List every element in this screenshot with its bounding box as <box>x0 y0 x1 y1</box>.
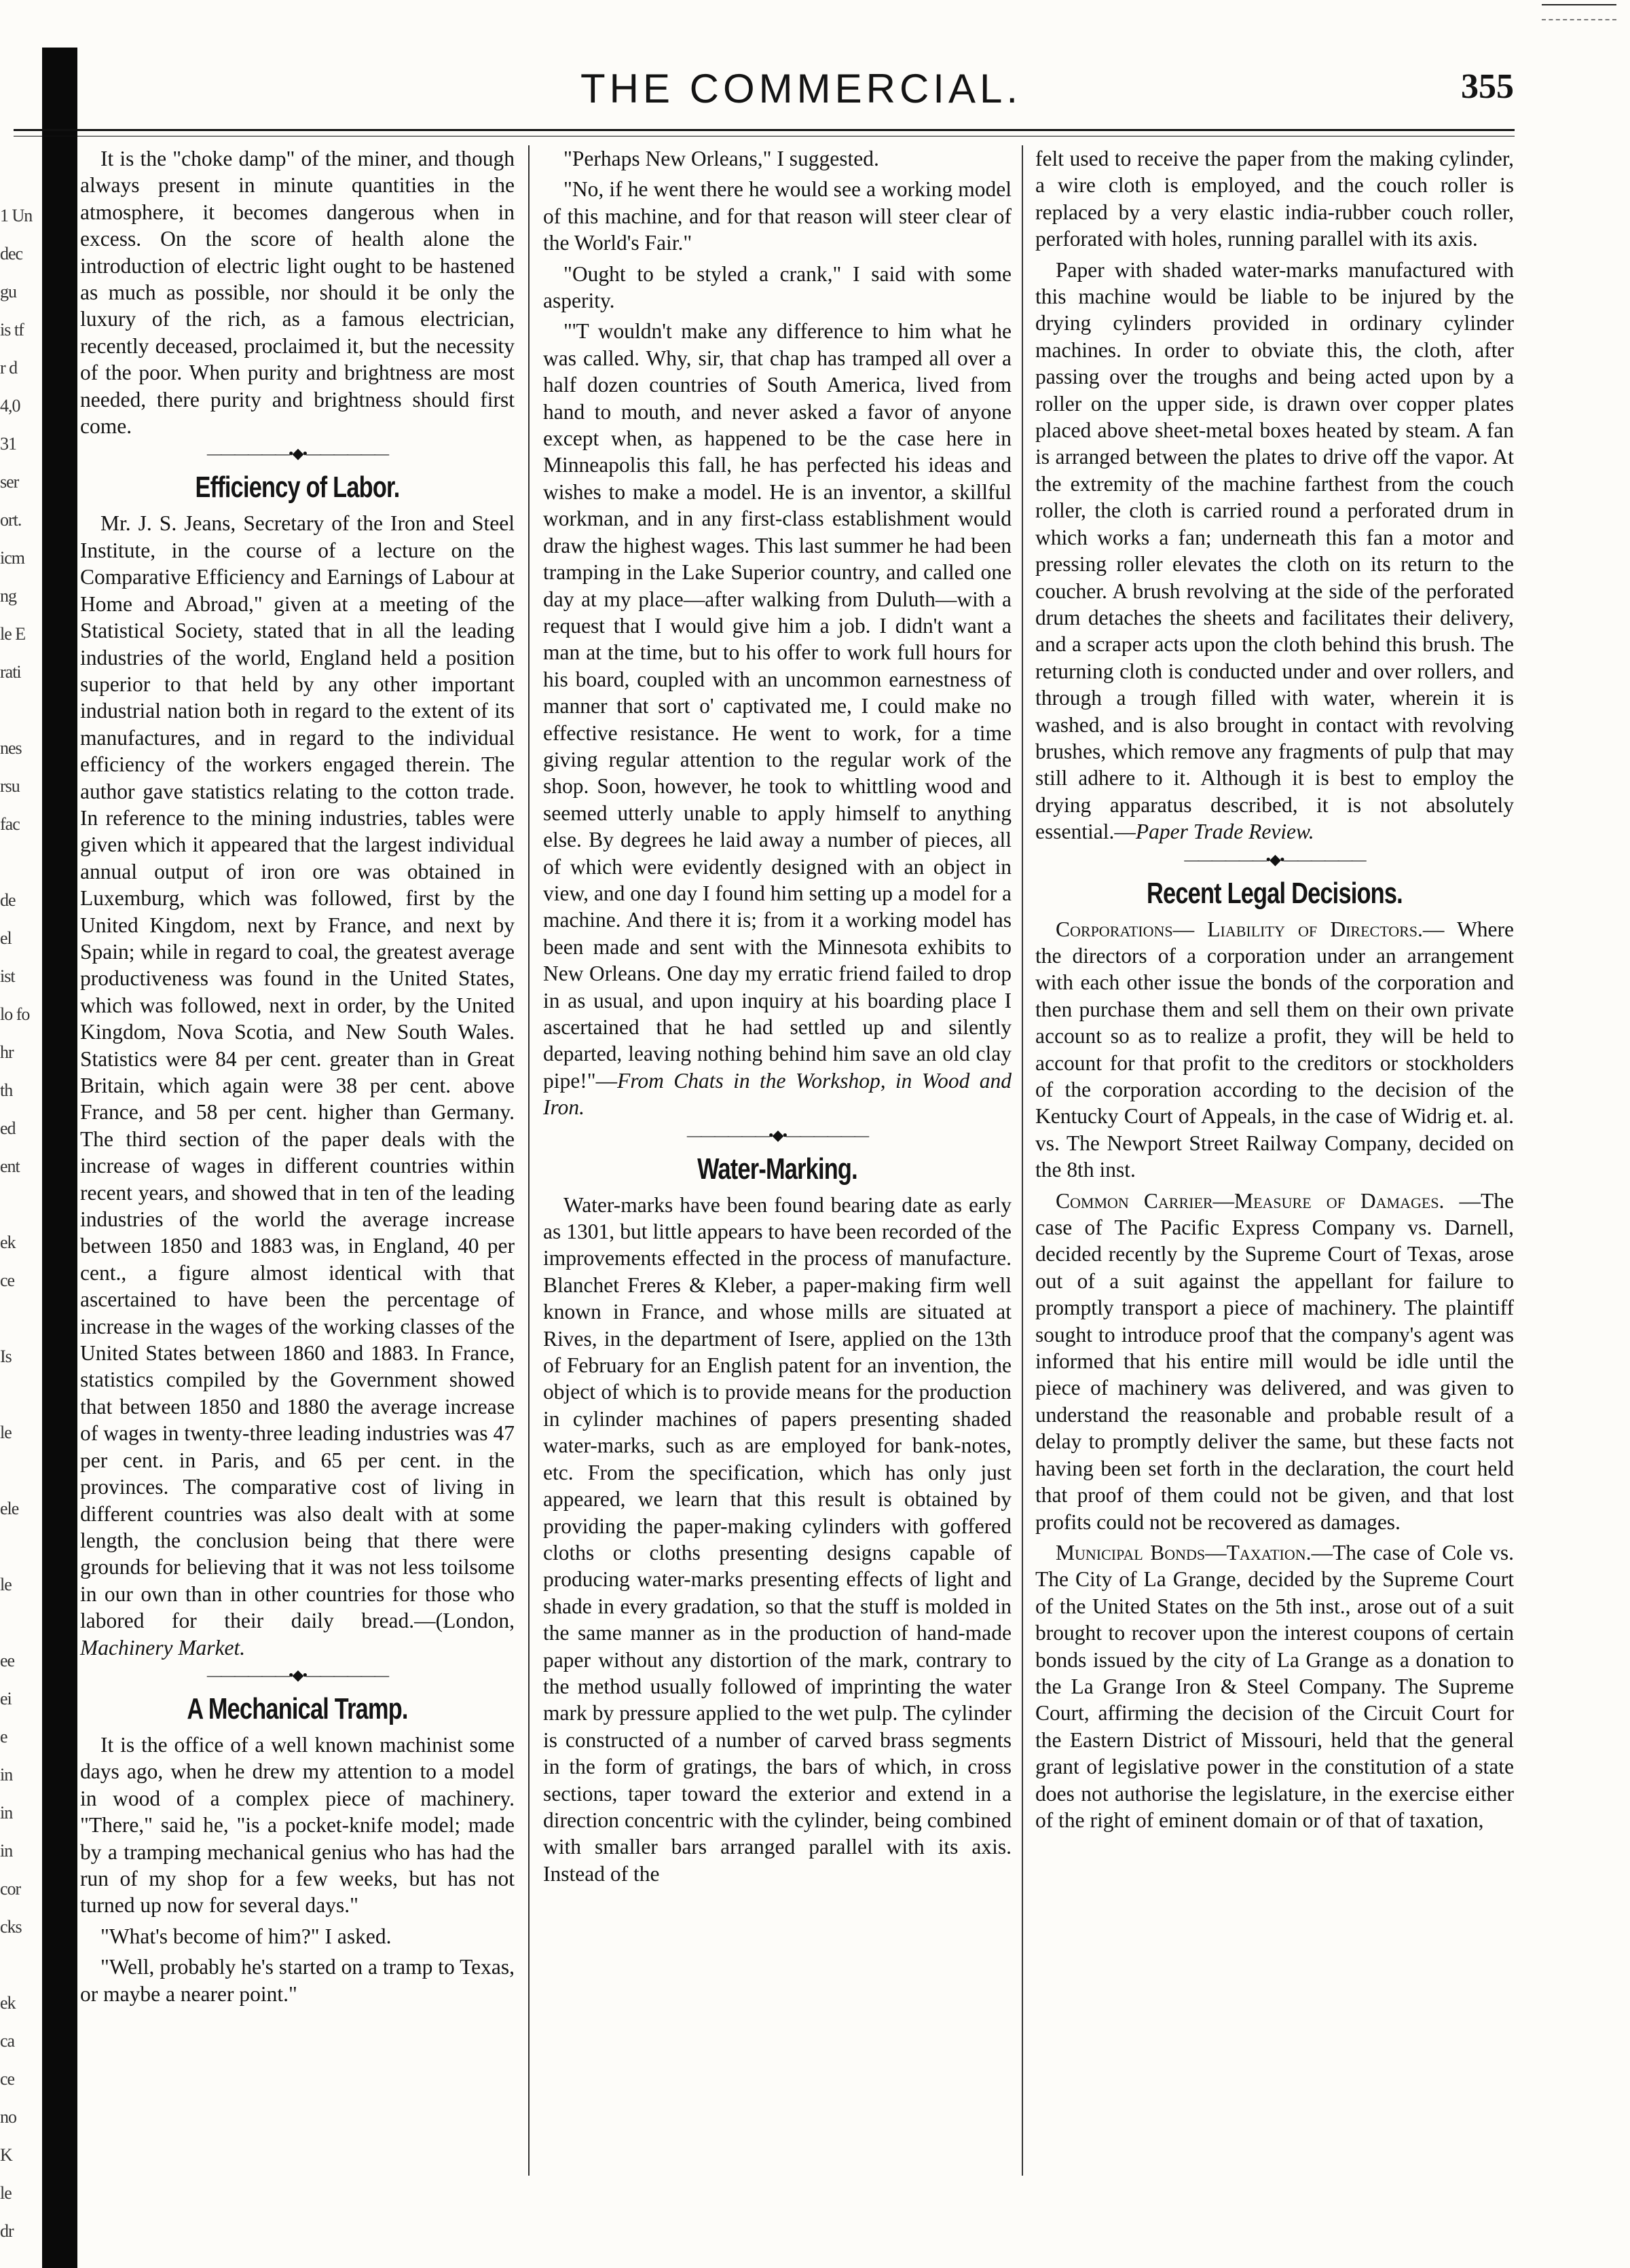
paragraph-common-carrier <box>1035 1188 1514 1535</box>
gutter-fragment: ce <box>0 1270 15 1290</box>
section-divider: ——————•◆•—————— <box>206 445 388 462</box>
paragraph-tramp-question: "What's become of him?" I asked. <box>100 1924 392 1948</box>
gutter-fragment: in <box>0 1765 13 1785</box>
paragraph-tramp-answer: "Well, probably he's started on a tramp to Texas, or maybe a nearer point." <box>80 1955 515 2006</box>
gutter-fragment: ort. <box>0 510 22 530</box>
subsection-head: Municipal Bonds—Taxation. <box>1056 1540 1312 1565</box>
paragraph-efficiency <box>80 510 515 1660</box>
page-title: THE COMMERCIAL. <box>580 66 1022 111</box>
gutter-fragment: rsu <box>0 776 20 796</box>
gutter-fragment: gu <box>0 282 16 301</box>
header-rule <box>14 129 1515 131</box>
binding-shadow <box>42 48 77 2268</box>
gutter-fragment: dec <box>0 244 23 263</box>
gutter-fragment: cks <box>0 1917 22 1937</box>
gutter-fragment <box>0 1452 42 1490</box>
gutter-fragment: Is <box>0 1347 12 1366</box>
gutter-fragment: ele <box>0 1499 19 1518</box>
gutter-fragment: el <box>0 928 12 948</box>
gutter-fragment: e <box>0 1727 7 1746</box>
gutter-fragment: nes <box>0 738 22 758</box>
gutter-fragment: 4,0 <box>0 396 20 416</box>
citation: Paper Trade Review. <box>1135 820 1314 844</box>
gutter-fragment: th <box>0 1080 13 1100</box>
paragraph-dialogue: "Perhaps New Orleans," I suggested. <box>563 147 879 170</box>
column-3 <box>1035 145 1514 2230</box>
gutter-fragment: ser <box>0 472 19 492</box>
gutter-fragment: rati <box>0 662 21 682</box>
adjacent-page-fragments <box>0 197 42 2241</box>
paragraph-drying <box>1035 257 1514 845</box>
gutter-fragment <box>0 1300 42 1338</box>
gutter-fragment: ca <box>0 2031 15 2051</box>
gutter-fragment: in <box>0 1841 13 1861</box>
gutter-fragment: 1 Un <box>0 206 33 225</box>
gutter-fragment <box>0 843 42 881</box>
paragraph-tramp-intro: It is the office of a well known machinist some days ago, when he drew my attention to a model in wood of a complex piece of machinery. "There," said he, "is a pocket-knife model; made by a tramping mechanical genius who has had the run of my shop for a few weeks, but has not turned up now for several days." <box>80 1732 515 1918</box>
gutter-fragment: de <box>0 890 16 910</box>
gutter-fragment: le <box>0 1575 12 1594</box>
heading-water-marking: Water-Marking. <box>697 1152 857 1186</box>
gutter-fragment: in <box>0 1803 13 1823</box>
heading-mechanical-tramp: A Mechanical Tramp. <box>187 1691 408 1725</box>
gutter-fragment: 31 <box>0 434 16 454</box>
gutter-fragment <box>0 691 42 729</box>
paragraph-water-marking: Water-marks have been found bearing date as early as 1301, but little appears to have been recorded of the improvements effected in the process of manufacture. Blanchet Freres & Kleber, a paper-making firm well known in France, and whose mills are situated at Rives, in the department of Isere, applied on the 13th of February for an English patent for an invention, the object of which is to provide means for the production in cylinder machines of papers presenting shaded water-marks, such as are employed for bank-notes, etc. From the specification, which has only just appeared, we learn that this result is obtained by providing the paper-making cylinders with goffered cloths or cloths presenting designs capable of producing water-marks presenting effects of light and shade in every gradation, so that the stuff is molded in the same manner as in the production of hand-made paper without any distortion of the mark, contrary to the method usually followed of imprinting the water mark by pressure applied to the wet pulp. The cylinder is constructed of a number of carved brass segments in the form of gratings, the bars of which, in cross sections, taper toward the exterior and extend in a direction concentric with the cylinder, being combined with smaller bars arranged parallel with its axis. Instead of the <box>543 1192 1012 1886</box>
gutter-fragment: ei <box>0 1689 12 1708</box>
paragraph-municipal-bonds <box>1035 1539 1514 1833</box>
column-2 <box>543 145 1012 2230</box>
gutter-fragment: ek <box>0 1232 16 1252</box>
page-number: 355 <box>1461 67 1514 106</box>
page-header <box>88 65 1514 120</box>
gutter-fragment: icm <box>0 548 24 568</box>
column-separator <box>1022 145 1023 2176</box>
paragraph-electric-light: It is the "choke damp" of the miner, and though always present in minute quantities in the atmosphere, it becomes dangerous when in excess. On the score of health alone the introduction of electric light ought to be hastened as much as possible, nor should it be only the luxury of the rich, as a famous electrician, recently deceased, proclaimed it, but the necessity of the poor. When purity and brightness are most needed, there purity and brightness should first come. <box>80 147 515 439</box>
gutter-fragment: dr <box>0 2221 14 2241</box>
gutter-fragment: le <box>0 2183 12 2203</box>
gutter-fragment: cor <box>0 1879 21 1899</box>
gutter-fragment: ee <box>0 1651 15 1670</box>
corner-marks <box>1542 4 1616 20</box>
gutter-fragment: le <box>0 1423 12 1442</box>
column-separator <box>528 145 530 2176</box>
column-1 <box>80 145 515 2230</box>
paragraph-text: —The case of The Pacific Express Company vs. Darnell, decided recently by the Supreme Court of Texas, arose out of a suit against the appellant for failure to promptly transport a piece of machinery. The plaintiff sought to introduce proof that the company's agent was informed that his entire mill would be idle until the piece of machinery was delivered, and was given to understand the reasonable and probable result of a delay to promptly deliver the same, but these facts not having been set forth in the declaration, the court held that proof of them could not be given, and that lost profits could not be recovered as damages. <box>1035 1188 1514 1534</box>
gutter-fragment: ed <box>0 1118 16 1138</box>
section-divider: ——————•◆•—————— <box>1184 850 1365 868</box>
paragraph-dialogue: "No, if he went there he would see a working model of this machine, and for that reason will steer clear of the World's Fair." <box>543 177 1012 255</box>
paragraph-corporations <box>1035 916 1514 1184</box>
paragraph-text: Paper with shaded water-marks manufactured with this machine would be liable to be injured by the drying cylinders provided in ordinary cylinder machines. In order to obviate this, the cloth, after passing over the troughs and being acted upon by a roller on the upper side, is drawn over copper plates placed above sheet-metal boxes heated by steam. A fan is arranged between the plates to drive off the vapor. At the extremity of the machine farthest from the couch roller, the cloth is carried round a perforated drum in which works a fan; underneath this fan a motor and pressing roller elevates the cloth on its return to the coucher. A brush revolving at the side of the perforated drum detaches the sheets and facilitates their delivery, and a scraper acts upon the cloth behind this brush. The returning cloth is conducted under and over rollers, and through a trough filled with water, wherein it is washed, and is also brought in contact with revolving brushes, which remove any fragments of pulp that may still adhere to it. Although it is best to employ the drying apparatus described, it is not absolutely essential.— <box>1035 257 1514 844</box>
gutter-fragment: lo fo <box>0 1004 30 1024</box>
gutter-fragment <box>0 1946 42 1984</box>
subsection-head: Corporations— Liability of Directors.— <box>1056 917 1445 941</box>
subsection-head: Common Carrier—Measure of Damages. <box>1056 1188 1445 1213</box>
section-divider: ——————•◆•—————— <box>206 1666 388 1683</box>
paragraph-continued: felt used to receive the paper from the making cylinder, a wire cloth is employed, and the couch roller is replaced by a very elastic india-rubber couch roller, perforated with holes, running parallel with its axis. <box>1035 147 1514 251</box>
heading-efficiency-of-labor: Efficiency of Labor. <box>195 471 400 505</box>
gutter-fragment <box>0 1186 42 1224</box>
paragraph-dialogue: "Ought to be styled a crank," I said with some asperity. <box>543 261 1012 313</box>
heading-recent-legal-decisions: Recent Legal Decisions. <box>1147 876 1403 910</box>
gutter-fragment: ek <box>0 1993 16 2013</box>
paragraph-text: —The case of Cole vs. The City of La Grange, decided by the Supreme Court of the United States on the 5th inst., arose out of a suit brought to recover upon the interest coupons of certain bonds issued by the city of La Grange as a donation to the La Grange Iron & Steel Company. The Supreme Court, affirming the decision of the Circuit Court for the Eastern District of Missouri, held that the general grant of legislative power in the constitution of a state does not authorise the legislature, in the exercise either of the right of eminent domain or of that of taxation, <box>1035 1540 1514 1832</box>
paragraph-text: "'T wouldn't make any difference to him what he was called. Why, sir, that chap has tramped all over a half dozen countries of South America, lived from hand to mouth, and never asked a favor of anyone except when, as happened to be the case here in Minneapolis this fall, he has perfected his ideas and wishes to make a model. He is an inventor, a skillful workman, and in any first-class establishment would draw the highest wages. This last summer he had been tramping in the Lake Superior country, and called one day at my place—after walking from Duluth—with a request that I would give him a job. I didn't want a man at the time, but to his offer to work full hours for his board, coupled with an uncommon earnestness of manner that sort o' captivated me, I could make no effective resistance. He went to work, for a time giving regular attention to the regular work of the shop. Soon, however, he took to whittling wood and seemed utterly unable to apply himself to anything else. By degrees he laid away a number of pieces, all of which were evidently designed with an object in view, and one day I found him setting up a model for a machine. And there it is; from it a working model has been made and sent with the Minnesota exhibits to New Orleans. One day my erratic friend failed to drop in as usual, and upon inquiry at his boarding place I ascertained that he had settled up and silently departed, leaving nothing behind him save an old clay pipe!"— <box>543 319 1012 1093</box>
gutter-fragment: no <box>0 2107 16 2127</box>
section-divider: ——————•◆•—————— <box>686 1126 868 1144</box>
gutter-fragment: is tf <box>0 320 24 340</box>
citation: From Chats in the Workshop, in Wood and Iron. <box>543 1068 1012 1120</box>
paragraph-tramp-story <box>543 318 1012 1120</box>
gutter-fragment: ce <box>0 2069 15 2089</box>
gutter-fragment <box>0 1376 42 1414</box>
paragraph-text: Where the directors of a corporation under an arrangement with each other issue the bonds of the corporation and then purchase them and sell them on their own private account so as to realize a profit, they will be held to account for that profit to the creditors or stockholders of the corporation according to the decision of the Kentucky Court of Appeals, in the case of Widrig et. al. vs. The Newport Street Railway Company, decided on the 8th inst. <box>1035 917 1514 1182</box>
gutter-fragment: K <box>0 2145 12 2165</box>
gutter-fragment: r d <box>0 358 18 378</box>
gutter-fragment: ent <box>0 1156 20 1176</box>
gutter-fragment: ist <box>0 966 15 986</box>
gutter-fragment: ng <box>0 586 16 606</box>
paragraph-text: Mr. J. S. Jeans, Secretary of the Iron and Steel Institute, in the course of a lecture on the Comparative Efficiency and Earnings of Labour at Home and Abroad," given at a meeting of the Statistical Society, stated that in all the leading industries of the world, England held a position superior to that held by any other important industrial nation both in regard to the extent of its manufactures, and in regard to the individual efficiency of the workers engaged therein. The author gave statistics relating to the cotton trade. In reference to the mining industries, tables were given which it appeared that the largest individual annual output of iron ore was obtained in Luxemburg, which was followed, first by the United Kingdom, next by France, and next by Spain; while in regard to coal, the greatest average productiveness was found in the United States, which was followed, next in order, by the United Kingdom, Nova Scotia, and New South Wales. Statistics were 84 per cent. greater than in Great Britain, which again were 38 per cent. above France, and 58 per cent. higher than Germany. The third section of the paper deals with the increase of wages in different countries within recent years, and showed that in ten of the leading industries of the world the average increase between 1850 and 1883 was, in England, 40 per cent., a figure almost identical with that ascertained to have been the percentage of increase in the wages of the working classes of the United States between 1860 and 1883. In France, statistics compiled by the Government showed that between 1850 and 1880 the average increase of wages in twenty-three leading industries was 47 per cent. in Paris, and 65 per cent. in the provinces. The comparative cost of living in different countries was also dealt with at some length, the conclusion being that there were grounds for believing that it was not less toilsome in our own than in other countries for those who labored for their daily bread.—(London, <box>80 511 515 1633</box>
gutter-fragment: fac <box>0 814 20 834</box>
gutter-fragment <box>0 1604 42 1642</box>
gutter-fragment <box>0 1528 42 1566</box>
gutter-fragment: le E <box>0 624 26 644</box>
gutter-fragment: hr <box>0 1042 14 1062</box>
citation: Machinery Market. <box>80 1635 246 1660</box>
